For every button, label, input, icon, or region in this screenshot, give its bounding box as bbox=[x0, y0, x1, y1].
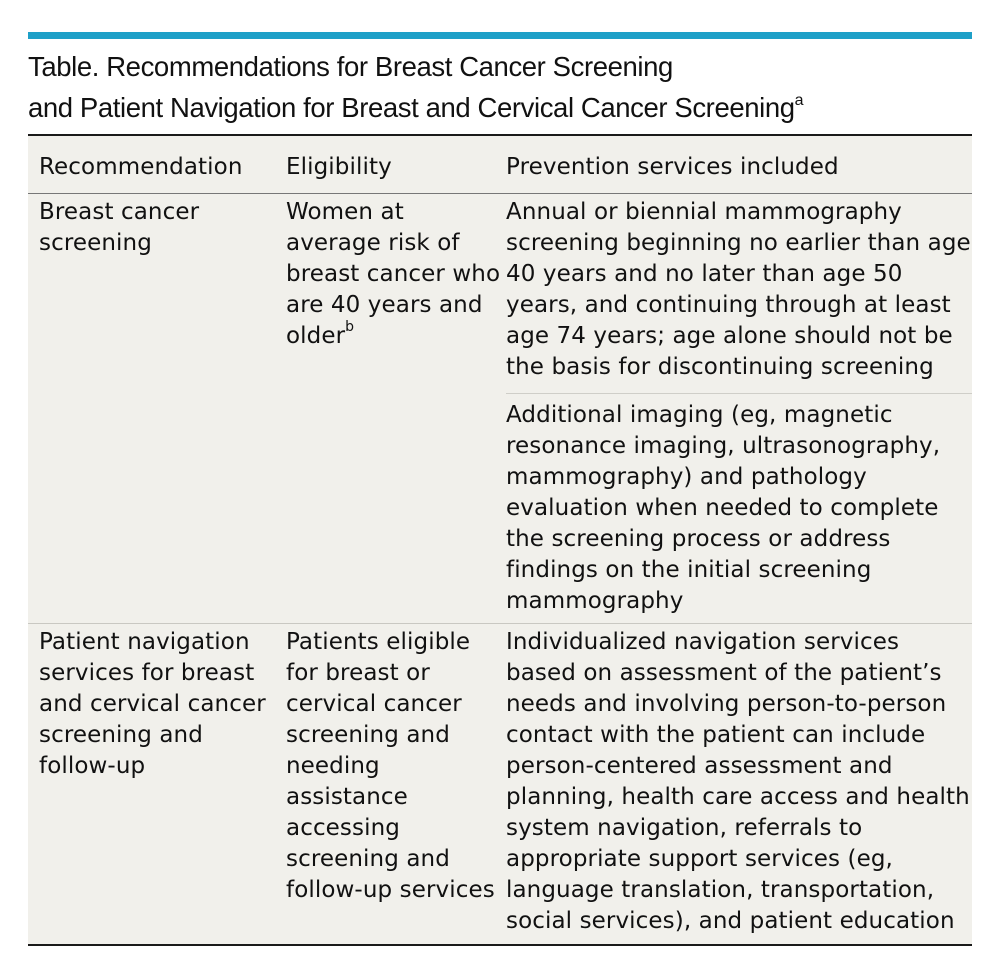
header-eligibility: Eligibility bbox=[286, 154, 392, 180]
title-line-2 bbox=[28, 87, 972, 128]
service-item: Additional imaging (eg, magnetic resonance imaging, ultrasonography, mammography) and pathology evaluation when needed to complete the screening process or address findings on the initial screening mammography bbox=[506, 402, 941, 614]
header-services: Prevention services included bbox=[506, 154, 839, 180]
table-title bbox=[28, 46, 972, 128]
eligibility-footnote-marker: b bbox=[345, 319, 355, 336]
cell-recommendation: Breast cancer screening bbox=[39, 199, 200, 256]
table-row bbox=[28, 194, 972, 624]
service-item: Individualized navigation services based on assessment of the patient’s needs and involving person-to-person contact with the patient can include person-centered assessment and planning, health care access and health system navigation, referrals to appropriate support services (eg, language translation, transportation, social services), and patient education bbox=[506, 629, 970, 934]
recommendations-table bbox=[28, 136, 972, 937]
recommendations-table-panel bbox=[28, 134, 972, 946]
cell-services bbox=[506, 194, 972, 624]
table-row bbox=[28, 624, 972, 938]
title-footnote-marker: a bbox=[794, 91, 804, 109]
title-line-2-text: and Patient Navigation for Breast and Cervical Cancer Screening bbox=[28, 92, 795, 123]
cell-eligibility bbox=[286, 194, 506, 624]
cell-recommendation: Patient navigation services for breast and cervical cancer screening and follow-up bbox=[39, 629, 266, 779]
cell-services bbox=[506, 624, 972, 938]
cell-eligibility: Patients eligible for breast or cervical cancer screening and needing assistance accessing screening and follow-up services bbox=[286, 629, 495, 903]
table-header-row bbox=[28, 136, 972, 194]
cell-eligibility-text: Women at average risk of breast cancer who are 40 years and older bbox=[286, 199, 501, 349]
service-divider bbox=[506, 393, 972, 394]
accent-rule bbox=[28, 32, 972, 39]
header-recommendation: Recommendation bbox=[39, 154, 243, 180]
service-item: Annual or biennial mammography screening beginning no earlier than age 40 years and no later than age 50 years, and continuing through at least age 74 years; age alone should not be the basis for discontinuing screening bbox=[506, 199, 971, 380]
title-line-1: Table. Recommendations for Breast Cancer Screening bbox=[28, 51, 673, 82]
